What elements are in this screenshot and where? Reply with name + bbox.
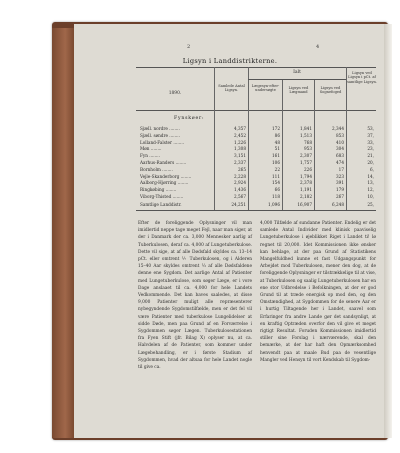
- table-row-value: 172: [272, 126, 280, 131]
- table-row-value: 683: [336, 153, 344, 159]
- table-row-value: 2,452: [234, 132, 246, 138]
- table-total-value: 24,251: [231, 202, 246, 207]
- table-row-value: 2,924: [234, 180, 246, 186]
- table-top-rule: [136, 67, 376, 68]
- table-year-header: 1890.: [168, 91, 182, 96]
- table-row-label: Fyn ........: [140, 153, 160, 159]
- table-col-header-5: Ligsyn ved Ligsyn i pCt. af samtlige Ligsyn.: [347, 71, 377, 84]
- table-row-value: 23,: [367, 146, 374, 152]
- table-divider-5: [346, 67, 347, 210]
- book-spine-edge: [52, 28, 74, 438]
- page-number-right: 4: [316, 44, 320, 50]
- table-row-value: 391: [336, 180, 344, 186]
- table-row-label: Ringkøbing ........: [140, 187, 177, 193]
- table-row-value: 853: [336, 132, 344, 138]
- page-number-left: 2: [187, 44, 191, 50]
- table-total-value: 16,907: [297, 202, 312, 207]
- text-column-right: [260, 220, 376, 364]
- table-row-value: 1,226: [234, 139, 246, 145]
- table-row-label: Bornholm ........: [140, 166, 173, 172]
- table-row-value: 2,182: [300, 194, 312, 199]
- table-divider-3: [282, 79, 283, 210]
- table-row-value: 53,: [367, 126, 374, 131]
- table-row-value: 265: [238, 166, 246, 172]
- table-row-value: 2,337: [234, 160, 246, 165]
- table-row-label: Lolland-Falster ........: [140, 139, 185, 145]
- table-col-header-2: Lægesyn-efter-undersøgte: [251, 84, 280, 93]
- table-row-value: 1,513: [300, 132, 312, 138]
- table-header-rule: [136, 110, 376, 111]
- table-row-value: 304: [336, 146, 344, 152]
- table-row-value: 12,: [367, 187, 374, 193]
- table-row-value: 48: [274, 139, 280, 145]
- page-title: Ligsyn i Landdistrikterne.: [182, 57, 278, 65]
- table-row-label: Aalborg-Hjørring ........: [140, 180, 189, 186]
- table-row-label: Vejle-Skanderborg ........: [140, 173, 192, 179]
- table-row-label: Møn ........: [140, 146, 162, 152]
- table-row-value: 2,228: [234, 173, 246, 179]
- table-row-value: 22: [274, 166, 280, 172]
- table-row-value: 1,794: [300, 173, 312, 179]
- table-row-value: 768: [304, 139, 312, 145]
- table-row-value: 21,: [367, 153, 374, 159]
- page-edge: [384, 24, 392, 438]
- table-row-value: 10,: [367, 194, 374, 199]
- table-row-value: 1,841: [300, 126, 312, 131]
- table-row-value: 14,: [367, 173, 374, 179]
- table-row-value: 2,567: [234, 194, 246, 199]
- table-row-value: 179: [336, 187, 344, 193]
- table-row-label: Sjæll. søndre ........: [140, 132, 180, 138]
- table-row-value: 4,357: [234, 126, 246, 131]
- table-row-value: 3,151: [234, 153, 246, 159]
- table-row-value: 86: [274, 132, 280, 138]
- table-row-value: 2,307: [300, 153, 312, 159]
- table-row-value: 111: [272, 173, 280, 179]
- table-bottom-rule: [136, 210, 376, 211]
- table-row-value: 2,344: [332, 126, 344, 131]
- table-row-value: 17: [338, 166, 344, 172]
- table-row-value: 20,: [367, 160, 374, 165]
- table-row-value: 1,757: [300, 160, 312, 165]
- table-row-value: 226: [304, 166, 312, 172]
- table-group-header: Ialt: [293, 70, 301, 75]
- table-row-value: 13,: [367, 180, 374, 186]
- table-row-label: Viborg-Thisted ........: [140, 194, 184, 199]
- table-row-label: Aarhus-Randers ........: [140, 160, 187, 165]
- table-row-value: 410: [336, 139, 344, 145]
- table-row-value: 6,: [370, 166, 374, 172]
- table-row-value: 106: [272, 160, 280, 165]
- table-divider-4: [314, 79, 315, 210]
- table-row-value: 474: [336, 160, 344, 165]
- table-row-value: 1,436: [234, 187, 246, 193]
- table-col-header-1: Samlede Antal Ligsyn.: [218, 84, 245, 93]
- table-row-value: 1,191: [300, 187, 312, 193]
- text-right-paragraph: 4,000 Tilfælde af sundanne Patienter. Endelig er det samlede Antal Individer med klinisk paaviselig Lungetuberkulose i øjeblikket Riget i Landet ti! lø regnet til 20,000. Idet Kommissionen ikke ønsker kan behlage, at der paa Grund af Statistikens Mangelfuldhed kunne et fast Udgangspunkt for Arbejdet mod Tuberkulosen, mener den dog, at de foreliggende Oplysninger er tilstrækkelige til at vise, at Tuberkulosen og saalig Lungetuberkulosen har en ene stor Udbredelse i Befolkningen, at der er god Grund til at træde energisk op mod den, og den Omstændighed, at Sygdommen for de senere Aar er i hurtig Tiltagende her i Landet, saavel som Erfaringer fra andre Lande gør det sandsynligt, at en kraftig Optræden overfor den vil give et meget rigtigt Resultat. Foruden Kommissionen imidlertid stiller sine Forslag i nærværende, skal den bemærke, at der har haft den Opmærksomhed henvendt paa at maale Bud paa de vesentlige Mangler ved Hensyn til vort Kendskab til Sygdom-: [260, 221, 376, 363]
- text-column-left: [138, 220, 252, 371]
- table-total-value: 25,: [367, 202, 374, 207]
- table-row-value: 118: [272, 194, 280, 199]
- table-col-header-4: Ligsyn ved Sognefoged: [319, 86, 342, 95]
- table-total-value: 1,096: [268, 202, 280, 207]
- table-group-label: Fynskøer:: [174, 116, 205, 121]
- table-total-label: Samtlige Landdistr.: [140, 202, 182, 207]
- table-row-value: 323: [336, 173, 344, 179]
- table-row-value: 1,308: [234, 146, 246, 152]
- table-row-value: 161: [272, 153, 280, 159]
- text-left-paragraph: Efter de foreliggende Oplysninger vil man imidlertid neppe tage meget Fejl, naar man siger, at der i Danmark der ca. 3,000 Mennesker aarlig af Tuberkulosen, deraf ca. 4,000 af Lungetuberkulose. Dette vil sige, at af alle Dødsfald skyldes ca. 13–14 pCt. eller omtrent ⅐ Tuberkulosen, og i Alderen 15–40 Aar skyldes omtrent ⅓ af alle Dødsfaldene denne ene Sygdom. Det aarlige Antal af Patienter med Lungetuberkulose, som søger Læge, er i vore Dage anslaaet til ca. 4,000 for hele Landets Vedkommende. Det kan baves saaledes, at disse 9,000 Patienter muligt alle repræsenterer nybegyndende Sygdomstilfælde, men er det fel vil være Patienter med tuberkulose Lungelidelser at sidde Døde, men paa Grund af en Forværrelse i Sygdommen søger Lægen. Tuberkulosestationen fra Fyen Stift (jfr. Bilag X) oplyser nu, at ca. Halvdelen af de Patienter, som kommer under Lægebehandling, er i første Stadium af Sygdommen, hvad der altsaa for hele Landet nogle til give ca.: [138, 221, 252, 371]
- table-total-value: 6,248: [332, 202, 344, 207]
- table-row-value: 33,: [367, 139, 374, 145]
- table-row-value: 37,: [367, 132, 374, 138]
- table-row-label: Sjæll. nordre ........: [140, 126, 180, 131]
- book-page: [74, 24, 386, 438]
- table-row-value: 66: [274, 187, 280, 193]
- table-row-value: 2,378: [300, 180, 312, 186]
- table-row-value: 51: [274, 146, 280, 152]
- table-col-header-3: Ligsyn ved Lægmand: [288, 86, 309, 95]
- table-row-value: 953: [304, 146, 312, 152]
- table-row-value: 154: [272, 180, 280, 186]
- table-row-value: 267: [336, 194, 344, 199]
